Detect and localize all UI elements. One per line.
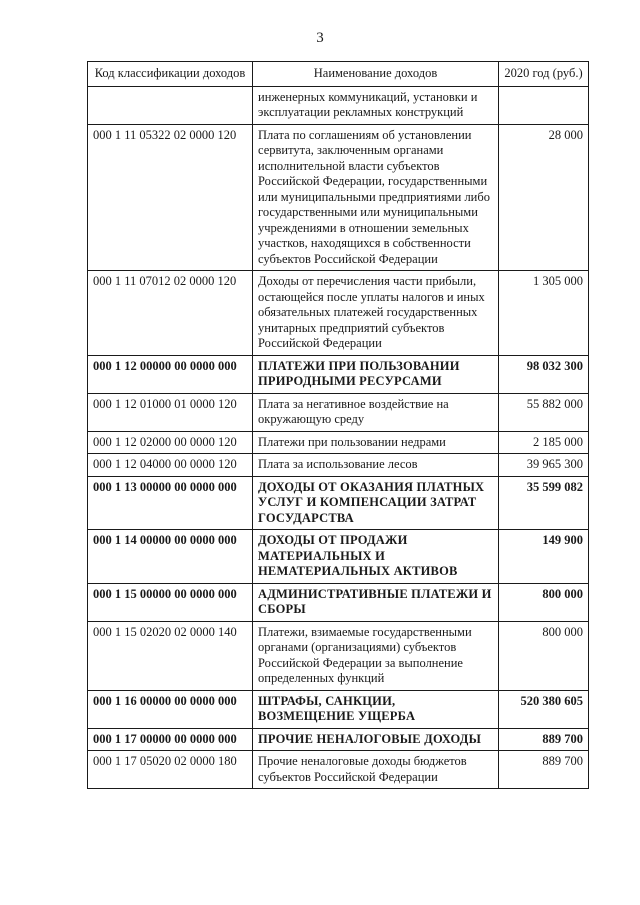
table-row [88, 751, 589, 789]
sum-cell [499, 86, 589, 124]
name-cell: АДМИНИСТРАТИВНЫЕ ПЛАТЕЖИ И СБОРЫ [253, 583, 499, 621]
header-sum: 2020 год (руб.) [499, 62, 589, 87]
sum-cell: 39 965 300 [499, 454, 589, 477]
name-cell: ПЛАТЕЖИ ПРИ ПОЛЬЗОВАНИИ ПРИРОДНЫМИ РЕСУРСАМИ [253, 355, 499, 393]
sum-cell: 55 882 000 [499, 393, 589, 431]
name-cell: ПРОЧИЕ НЕНАЛОГОВЫЕ ДОХОДЫ [253, 728, 499, 751]
table-row [88, 355, 589, 393]
code-cell: 000 1 12 01000 01 0000 120 [88, 393, 253, 431]
sum-cell: 28 000 [499, 124, 589, 271]
code-cell: 000 1 11 05322 02 0000 120 [88, 124, 253, 271]
name-cell: Плата за использование лесов [253, 454, 499, 477]
table-row [88, 476, 589, 530]
sum-cell: 35 599 082 [499, 476, 589, 530]
code-cell: 000 1 11 07012 02 0000 120 [88, 271, 253, 356]
sum-cell: 520 380 605 [499, 690, 589, 728]
sum-cell: 800 000 [499, 621, 589, 690]
income-table [87, 61, 589, 789]
code-cell: 000 1 12 00000 00 0000 000 [88, 355, 253, 393]
code-cell: 000 1 15 02020 02 0000 140 [88, 621, 253, 690]
name-cell: Доходы от перечисления части прибыли, остающейся после уплаты налогов и иных обязательных платежей государственных унитарных предприятий субъектов Российской Федерации [253, 271, 499, 356]
table-row [88, 271, 589, 356]
table-row [88, 454, 589, 477]
name-cell: ШТРАФЫ, САНКЦИИ, ВОЗМЕЩЕНИЕ УЩЕРБА [253, 690, 499, 728]
code-cell: 000 1 13 00000 00 0000 000 [88, 476, 253, 530]
name-cell: Платежи, взимаемые государственными органами (организациями) субъектов Российской Федерации за выполнение определенных функций [253, 621, 499, 690]
name-cell: ДОХОДЫ ОТ ОКАЗАНИЯ ПЛАТНЫХ УСЛУГ И КОМПЕНСАЦИИ ЗАТРАТ ГОСУДАРСТВА [253, 476, 499, 530]
table-row [88, 124, 589, 271]
page-number: 3 [316, 30, 324, 46]
table-row [88, 728, 589, 751]
name-cell: Плата по соглашениям об установлении сервитута, заключенным органами исполнительной власти субъектов Российской Федерации, государственными или муниципальными предприятиями либо государственными или муниципальными учреждениями в отношении земельных участков, находящихся в собственности субъектов Российской Федерации [253, 124, 499, 271]
name-cell: ДОХОДЫ ОТ ПРОДАЖИ МАТЕРИАЛЬНЫХ И НЕМАТЕРИАЛЬНЫХ АКТИВОВ [253, 530, 499, 584]
code-cell: 000 1 12 04000 00 0000 120 [88, 454, 253, 477]
table-row [88, 431, 589, 454]
table-row [88, 393, 589, 431]
header-code: Код классификации доходов [88, 62, 253, 87]
name-cell: инженерных коммуникаций, установки и эксплуатации рекламных конструкций [253, 86, 499, 124]
table-row [88, 621, 589, 690]
table-row [88, 583, 589, 621]
name-cell: Прочие неналоговые доходы бюджетов субъектов Российской Федерации [253, 751, 499, 789]
sum-cell: 1 305 000 [499, 271, 589, 356]
code-cell [88, 86, 253, 124]
table-row [88, 86, 589, 124]
code-cell: 000 1 17 00000 00 0000 000 [88, 728, 253, 751]
table-header-row [88, 62, 589, 87]
sum-cell: 98 032 300 [499, 355, 589, 393]
code-cell: 000 1 12 02000 00 0000 120 [88, 431, 253, 454]
table-row [88, 690, 589, 728]
sum-cell: 800 000 [499, 583, 589, 621]
code-cell: 000 1 17 05020 02 0000 180 [88, 751, 253, 789]
name-cell: Плата за негативное воздействие на окружающую среду [253, 393, 499, 431]
code-cell: 000 1 16 00000 00 0000 000 [88, 690, 253, 728]
table-row [88, 530, 589, 584]
sum-cell: 889 700 [499, 751, 589, 789]
name-cell: Платежи при пользовании недрами [253, 431, 499, 454]
sum-cell: 889 700 [499, 728, 589, 751]
header-name: Наименование доходов [253, 62, 499, 87]
code-cell: 000 1 15 00000 00 0000 000 [88, 583, 253, 621]
sum-cell: 2 185 000 [499, 431, 589, 454]
sum-cell: 149 900 [499, 530, 589, 584]
code-cell: 000 1 14 00000 00 0000 000 [88, 530, 253, 584]
